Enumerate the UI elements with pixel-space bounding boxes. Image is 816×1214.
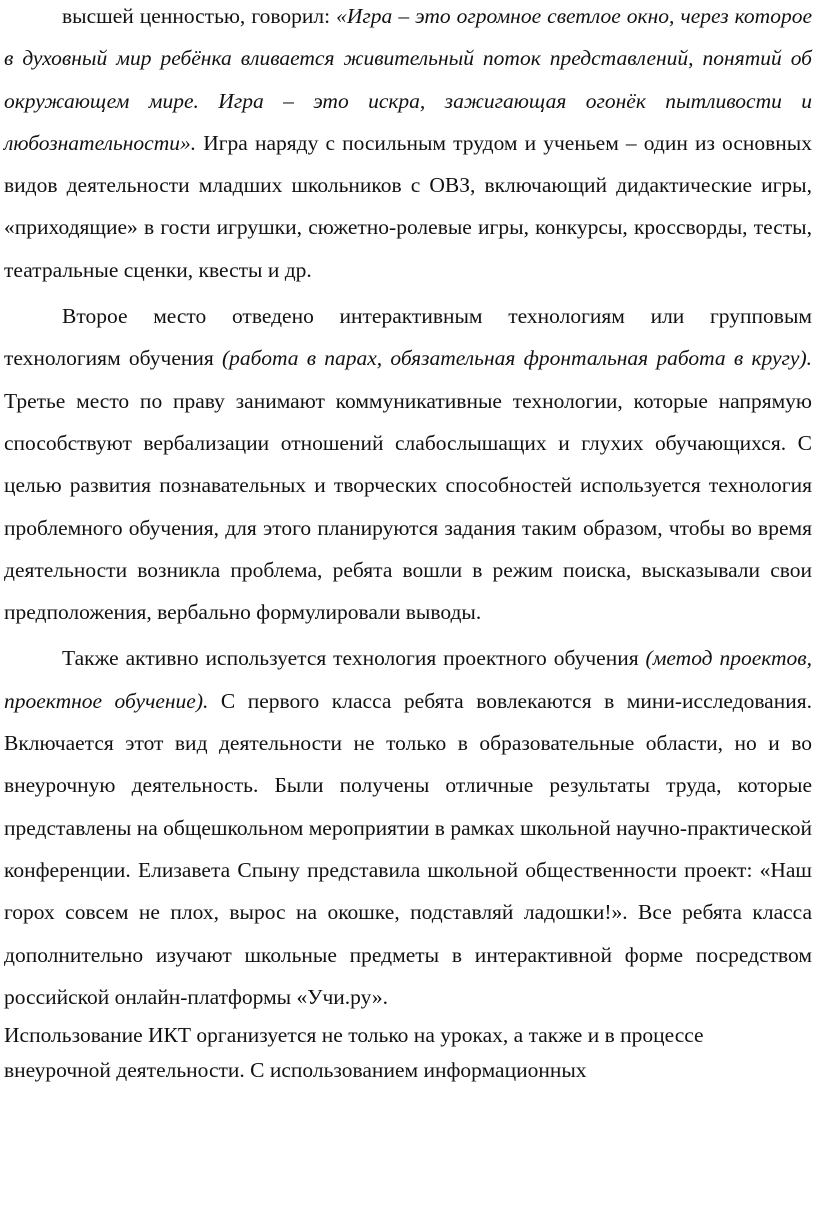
text-run: Также активно используется технология проектного обучения — [62, 646, 646, 671]
paragraph-interactive-technologies — [0, 295, 812, 633]
paragraph-game-quote — [0, 0, 812, 291]
italic-remark: (работа в парах, обязательная фронтальная работа в кругу). — [222, 346, 812, 371]
text-run: Второе место отведено интерактивным технологиям или групповым технологиям обучения — [4, 304, 812, 371]
text-run: высшей ценностью, говорил: — [62, 4, 337, 28]
paragraph-ict-usage — [0, 1018, 812, 1088]
italic-remark: (метод проектов, проектное обучение). — [4, 646, 813, 713]
text-run: Использование ИКТ организуется не только на уроках, а также и в процессе внеурочной деятельности. С использованием информационных — [4, 1023, 704, 1083]
italic-quote: «Игра – это огромное светлое окно, через которое в духовный мир ребёнка вливается живительный поток представлений, понятий об окружающем мире. Игра – это искра, зажигающая огонёк пытливости и любознательности». — [4, 4, 812, 155]
paragraph-project-learning — [0, 637, 812, 1018]
text-run: Игра наряду с посильным трудом и ученьем – один из основных видов деятельности младших школьников с ОВЗ, включающий дидактические игры, «приходящие» в гости игрушки, сюжетно-ролевые игры, конкурсы, кроссворды, тесты, театральные сценки, квесты и др. — [4, 130, 812, 282]
text-run: С первого класса ребята вовлекаются в мини-исследования. Включается этот вид деятельности не только в образовательные области, но и во внеурочную деятельность. Были получены отличные результаты труда, которые представлены на общешкольном мероприятии в рамках школьной научно-практической конференции. Елизавета Спыну представила школьной общественности проект: «Наш горох совсем не плох, вырос на окошке, подставляй ладошки!». Все ребята класса дополнительно изучают школьные предметы в интерактивной форме посредством российской онлайн-платформы «Учи.ру». — [4, 688, 812, 1009]
text-run: Третье место по праву занимают коммуникативные технологии, которые напрямую способствуют вербализации отношений слабослышащих и глухих обучающихся. С целью развития познавательных и творческих способностей используется технология проблемного обучения, для этого планируются задания таким образом, чтобы во время деятельности возникла проблема, ребята вошли в режим поиска, высказывали свои предположения, вербально формулировали выводы. — [4, 388, 812, 625]
